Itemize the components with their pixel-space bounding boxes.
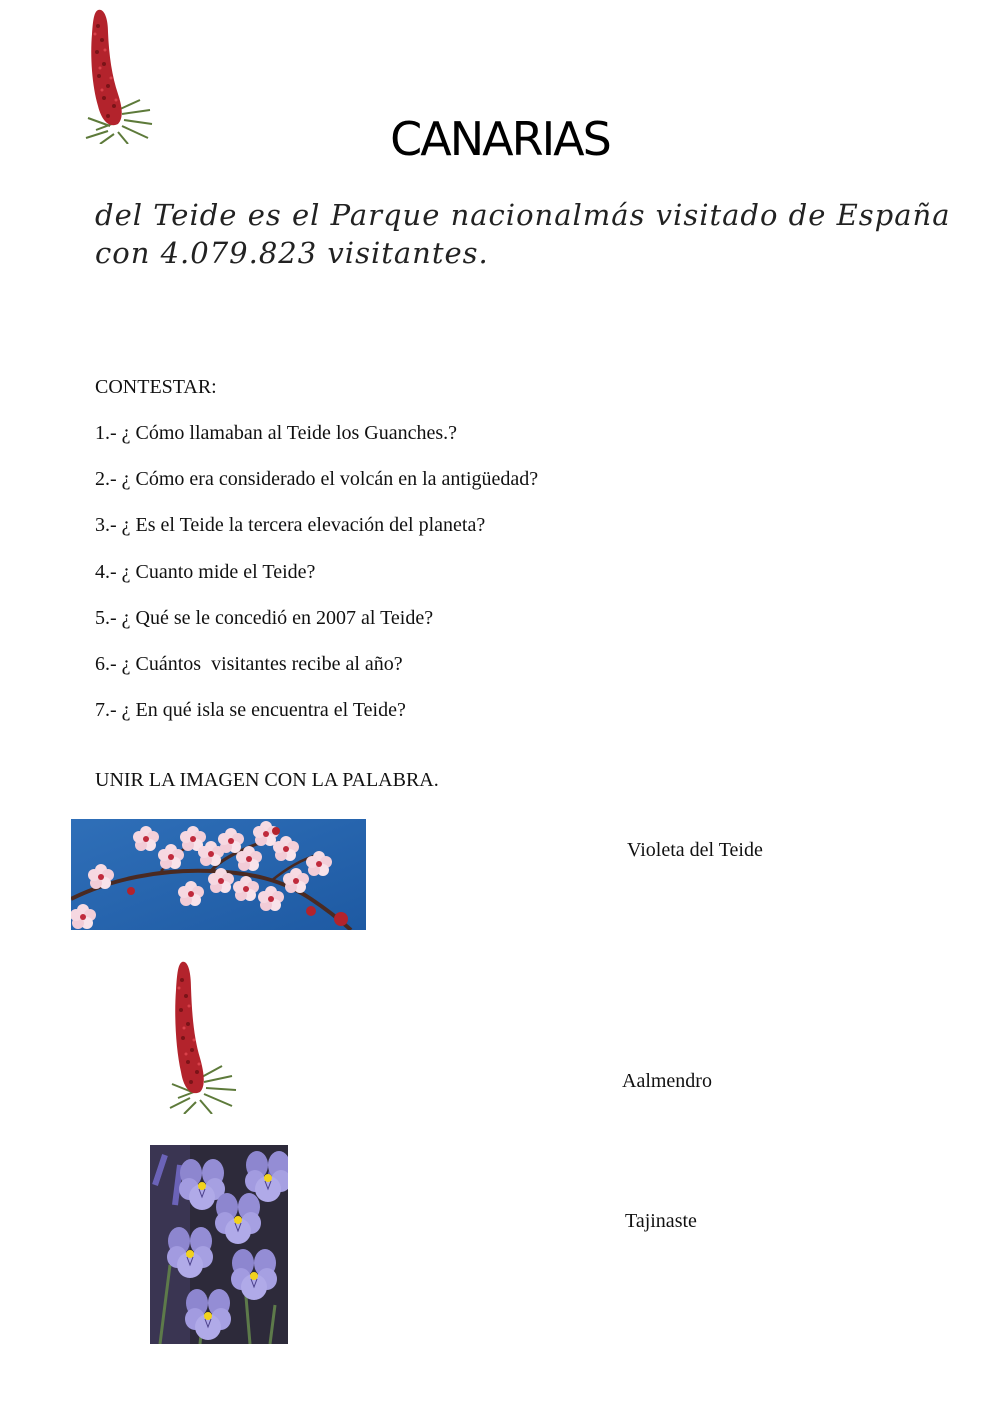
page-title: CANARIAS	[390, 112, 610, 166]
contestar-heading: CONTESTAR:	[95, 376, 217, 398]
question-3: 3.- ¿ Es el Teide la tercera elevación del planeta?	[95, 514, 486, 536]
question-7: 7.- ¿ En qué isla se encuentra el Teide?	[95, 699, 406, 721]
intro-text	[95, 196, 951, 272]
intro-line-1: del Teide es el Parque nacionalmás visitado de España	[95, 198, 951, 232]
word-violeta-del-teide: Violeta del Teide	[627, 839, 763, 861]
word-tajinaste: Tajinaste	[625, 1210, 697, 1232]
tajinaste-image	[164, 958, 240, 1114]
word-aalmendro: Aalmendro	[622, 1070, 712, 1092]
question-4: 4.- ¿ Cuanto mide el Teide?	[95, 561, 316, 583]
question-5: 5.- ¿ Qué se le concedió en 2007 al Teide?	[95, 607, 434, 629]
question-2: 2.- ¿ Cómo era considerado el volcán en la antigüedad?	[95, 468, 539, 490]
intro-line-2: con 4.079.823 visitantes.	[95, 236, 489, 270]
question-1: 1.- ¿ Cómo llamaban al Teide los Guanches.?	[95, 422, 458, 444]
matching-heading: UNIR LA IMAGEN CON LA PALABRA.	[95, 769, 439, 791]
violeta-image	[150, 1145, 288, 1344]
question-6: 6.- ¿ Cuántos visitantes recibe al año?	[95, 653, 403, 675]
almond-blossom-image	[71, 819, 366, 930]
